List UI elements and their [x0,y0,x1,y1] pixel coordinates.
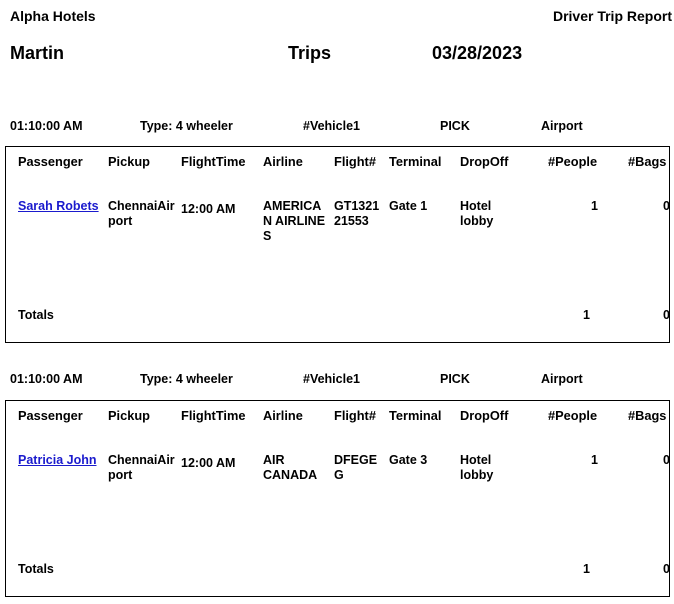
vehicle-id: #Vehicle1 [303,119,360,133]
totals-people: 1 [583,308,590,322]
flight-time-cell: 12:00 AM [181,456,236,470]
trip-time: 01:10:00 AM [10,372,83,386]
flight-cell: DFEGEG [334,453,378,482]
passenger-link[interactable]: Patricia John [18,453,97,467]
vehicle-type: Type: 4 wheeler [140,119,233,133]
trip-table [5,146,670,343]
trip-location: Airport [541,372,583,386]
col-passenger: Passenger [18,408,83,423]
trip-table [5,400,670,597]
col-flight: Flight# [334,408,376,423]
people-cell: 1 [591,453,598,467]
flight-cell: GT132121553 [334,199,380,228]
passenger-link[interactable]: Sarah Robets [18,199,99,213]
airline-cell: AMERICAN AIRLINES [263,199,326,243]
pickup-cell: ChennaiAirport [108,453,175,482]
col-terminal: Terminal [389,408,442,423]
col-flighttime: FlightTime [181,408,246,423]
col-flighttime: FlightTime [181,154,246,169]
col-people: #People [548,154,598,169]
terminal-cell: Gate 3 [389,453,428,467]
totals-bags: 0 [663,562,670,576]
trip-location: Airport [541,119,583,133]
col-bags: #Bags [628,154,667,169]
bags-cell: 0 [663,453,670,467]
totals-label: Totals [18,308,54,322]
col-bags: #Bags [628,408,667,423]
col-people: #People [548,408,598,423]
flight-time-cell: 12:00 AM [181,202,236,216]
col-airline: Airline [263,154,303,169]
trip-action: PICK [440,372,470,386]
hotel-name: Alpha Hotels [10,8,96,24]
totals-label: Totals [18,562,54,576]
col-dropoff: DropOff [460,154,509,169]
col-airline: Airline [263,408,303,423]
report-date: 03/28/2023 [432,43,523,63]
people-cell: 1 [591,199,598,213]
trip-header [0,119,674,135]
vehicle-type: Type: 4 wheeler [140,372,233,386]
col-dropoff: DropOff [460,408,509,423]
vehicle-id: #Vehicle1 [303,372,360,386]
pickup-cell: ChennaiAirport [108,199,175,228]
airline-cell: AIR CANADA [263,453,318,482]
totals-bags: 0 [663,308,670,322]
totals-people: 1 [583,562,590,576]
report-title: Driver Trip Report [552,8,672,24]
col-terminal: Terminal [389,154,442,169]
section-title: Trips [288,43,332,63]
col-pickup: Pickup [108,408,150,423]
driver-name: Martin [10,43,64,63]
col-passenger: Passenger [18,154,83,169]
trip-action: PICK [440,119,470,133]
trip-time: 01:10:00 AM [10,119,83,133]
trip-header [0,372,674,388]
terminal-cell: Gate 1 [389,199,428,213]
col-pickup: Pickup [108,154,150,169]
dropoff-cell: Hotel lobby [460,199,494,228]
col-flight: Flight# [334,154,376,169]
dropoff-cell: Hotel lobby [460,453,494,482]
bags-cell: 0 [663,199,670,213]
